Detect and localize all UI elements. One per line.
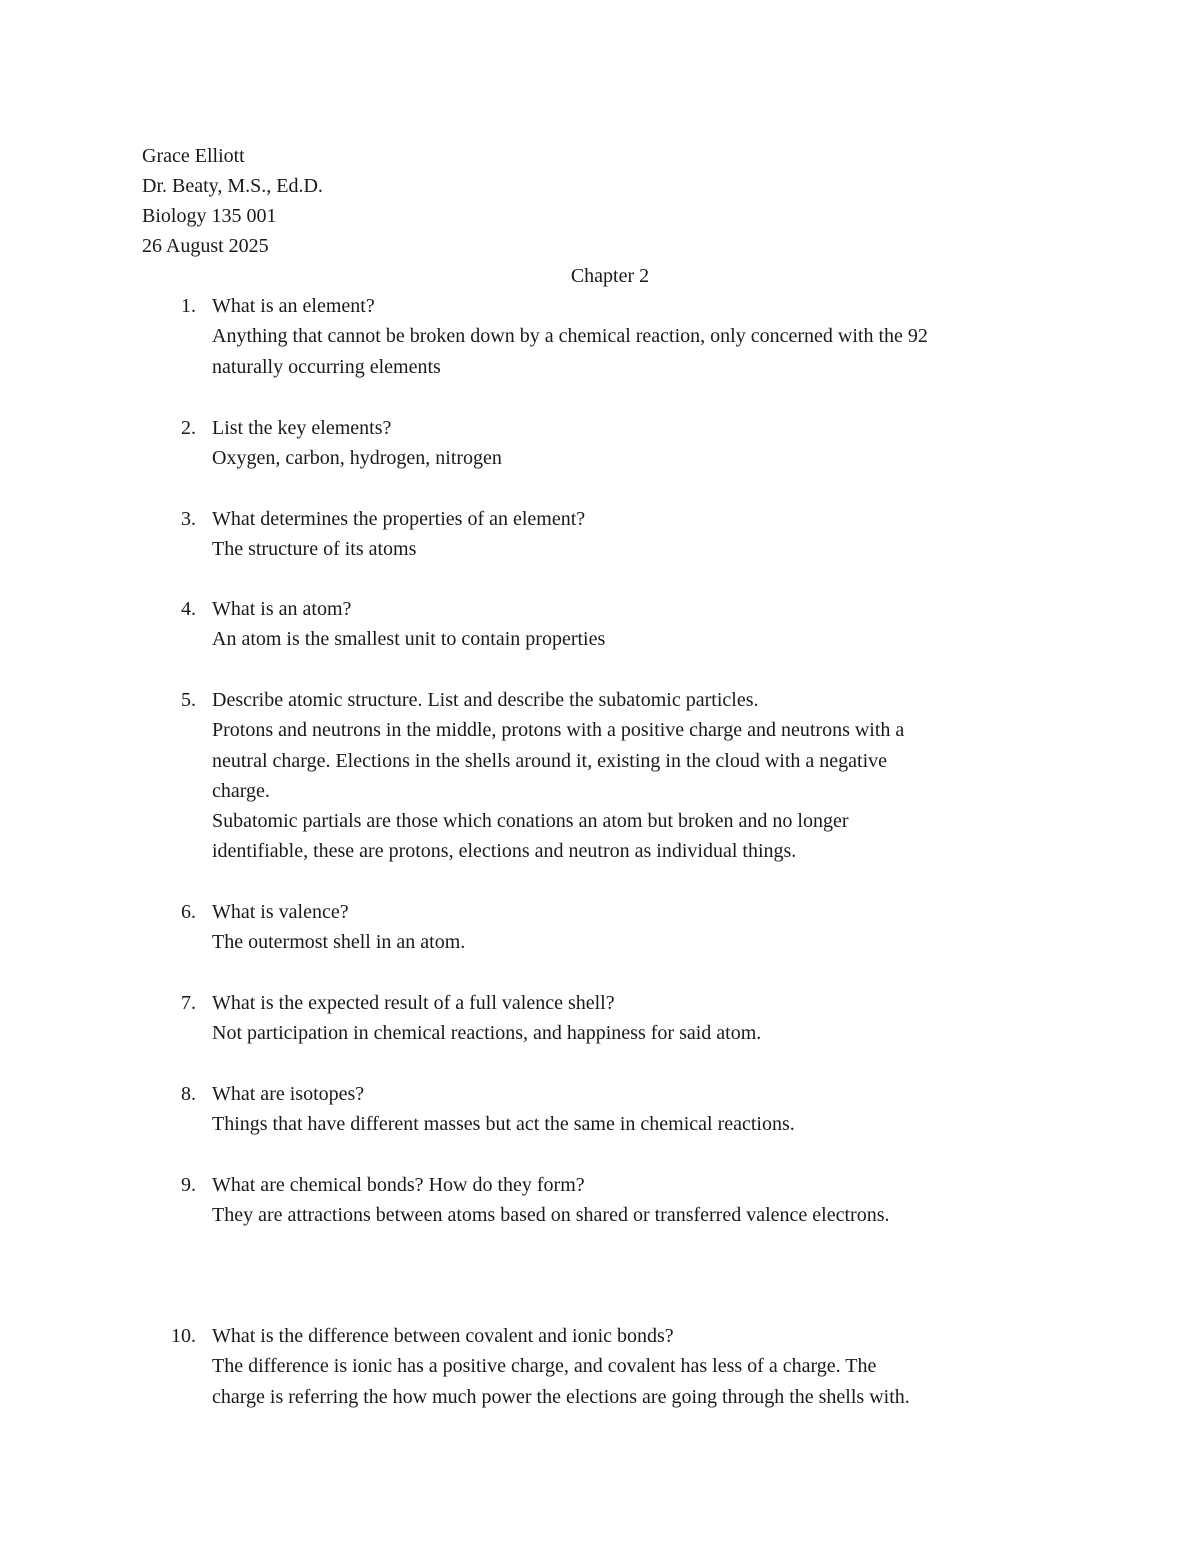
document-date: 26 August 2025 <box>142 235 269 257</box>
question-text: What are isotopes? <box>212 1083 365 1105</box>
answer-line: The difference is ionic has a positive charge, and covalent has less of a charge. The <box>212 1355 877 1378</box>
question-item-5 <box>142 685 1062 867</box>
question-item-8 <box>142 1079 1062 1140</box>
question-text: What is the expected result of a full valence shell? <box>212 992 615 1014</box>
question-text: What is valence? <box>212 901 349 923</box>
question-item-1 <box>142 291 1062 382</box>
question-text: List the key elements? <box>212 417 392 439</box>
answer-line: charge. <box>212 779 270 802</box>
question-text: What is an atom? <box>212 598 352 620</box>
question-number: 9. <box>181 1174 196 1196</box>
question-number: 5. <box>181 689 196 711</box>
question-text: Describe atomic structure. List and describe the subatomic particles. <box>212 689 759 711</box>
answer-line: Protons and neutrons in the middle, protons with a positive charge and neutrons with a <box>212 719 905 742</box>
document-header <box>142 141 323 261</box>
answer-line: Subatomic partials are those which conations an atom but broken and no longer <box>212 810 849 833</box>
answer-line: Things that have different masses but act the same in chemical reactions. <box>212 1113 795 1136</box>
answer-line: They are attractions between atoms based on shared or transferred valence electrons. <box>212 1204 890 1227</box>
answer-line: naturally occurring elements <box>212 355 441 378</box>
question-text: What are chemical bonds? How do they form? <box>212 1174 585 1196</box>
question-item-6 <box>142 897 1062 958</box>
question-number: 10. <box>171 1325 196 1347</box>
question-item-3 <box>142 504 1062 565</box>
course-name: Biology 135 001 <box>142 205 277 227</box>
question-text: What determines the properties of an element? <box>212 508 586 530</box>
answer-line: neutral charge. Elections in the shells around it, existing in the cloud with a negative <box>212 749 888 772</box>
question-item-9 <box>142 1170 1062 1231</box>
question-number: 6. <box>181 901 196 923</box>
instructor-name: Dr. Beaty, M.S., Ed.D. <box>142 175 323 197</box>
answer-line: Oxygen, carbon, hydrogen, nitrogen <box>212 447 502 470</box>
question-item-10 <box>142 1321 1062 1412</box>
chapter-title: Chapter 2 <box>570 265 650 287</box>
question-text: What is the difference between covalent and ionic bonds? <box>212 1325 674 1347</box>
answer-line: Not participation in chemical reactions, and happiness for said atom. <box>212 1022 762 1045</box>
question-text: What is an element? <box>212 295 375 317</box>
answer-line: The outermost shell in an atom. <box>212 931 466 954</box>
question-number: 3. <box>181 508 196 530</box>
question-number: 7. <box>181 992 196 1014</box>
answer-line: charge is referring the how much power the elections are going through the shells with. <box>212 1385 910 1408</box>
question-item-2 <box>142 413 1062 474</box>
question-number: 1. <box>181 295 196 317</box>
question-item-7 <box>142 988 1062 1049</box>
question-number: 4. <box>181 598 196 620</box>
question-item-4 <box>142 594 1062 655</box>
answer-line: identifiable, these are protons, elections and neutron as individual things. <box>212 840 797 863</box>
student-name: Grace Elliott <box>142 145 245 167</box>
answer-line: Anything that cannot be broken down by a chemical reaction, only concerned with the 92 <box>212 325 928 348</box>
answer-line: The structure of its atoms <box>212 538 417 561</box>
question-number: 8. <box>181 1083 196 1105</box>
question-number: 2. <box>181 417 196 439</box>
answer-line: An atom is the smallest unit to contain properties <box>212 628 606 651</box>
